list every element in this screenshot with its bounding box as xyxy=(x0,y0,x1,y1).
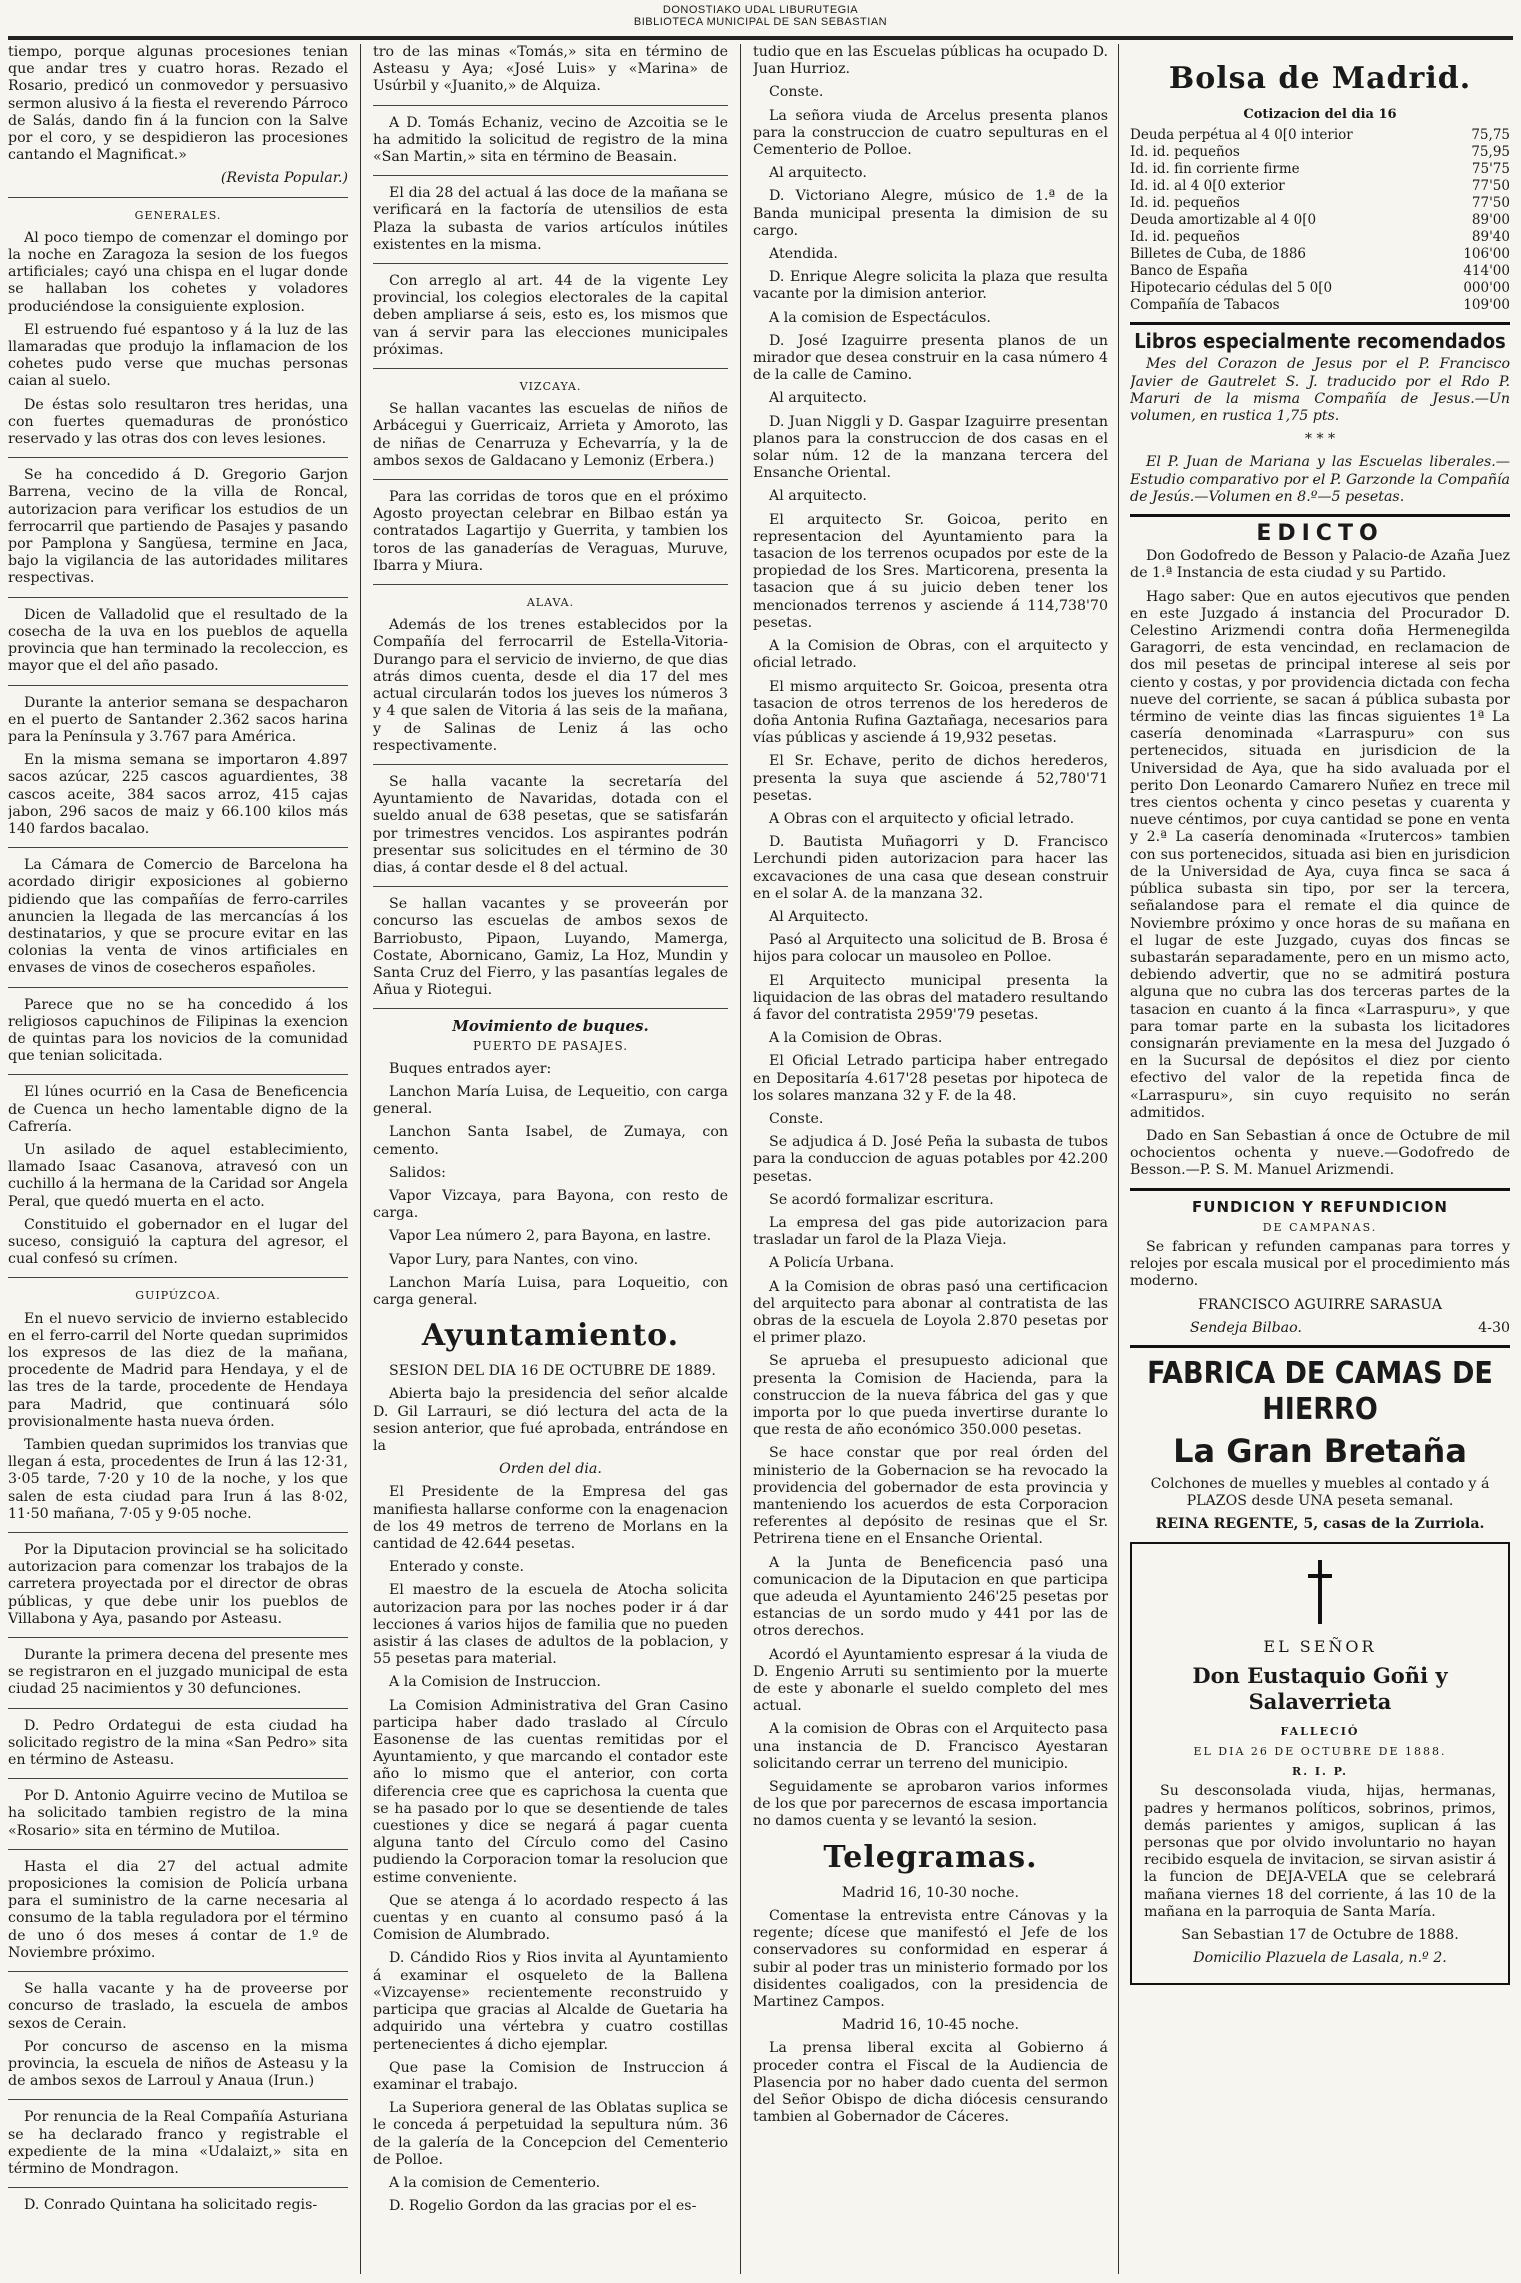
separator xyxy=(373,263,728,264)
paragraph: D. Conrado Quintana ha solicitado regis- xyxy=(24,2197,318,2214)
paragraph: A la comision de Obras con el Arquitecto pasa una instancia de D. Francisco Ayestaran solicitando cerrar un terreno del municipio. xyxy=(753,1721,1108,1772)
notice-place-date: San Sebastian 17 de Octubre de 1888. xyxy=(1181,1927,1459,1944)
paragraph: Se aprueba el presupuesto adicional que presenta la Comision de Hacienda, para la construccion de la nueva fábrica del gas y que importa por lo que pueda invertirse durante lo que resta de año económico 350.000 pesetas. xyxy=(753,1353,1108,1439)
section-heading-alava: ALAVA. xyxy=(526,596,575,610)
paragraph: Lanchon María Luisa, de Lequeitio, con carga general. xyxy=(373,1083,728,1118)
paragraph: El Presidente de la Empresa del gas manifiesta hallarse conforme con la enagenacion de los 49 metros de terreno de Morlans en la cantidad de 42.644 pesetas. xyxy=(373,1484,728,1553)
paragraph: tudio que en las Escuelas públicas ha ocupado D. Juan Hurrioz. xyxy=(753,44,1108,78)
paragraph: A Policía Urbana. xyxy=(769,1255,895,1272)
gran-bretana-title: La Gran Bretaña xyxy=(1173,1431,1467,1470)
paragraph: Vapor Lea número 2, para Bayona, en lastre. xyxy=(389,1228,712,1245)
paragraph: La empresa del gas pide autorizacion para trasladar un farol de la Plaza Vieja. xyxy=(753,1214,1108,1249)
paragraph: D. Enrique Alegre solicita la plaza que resulta vacante por la dimision anterior. xyxy=(753,269,1108,303)
paragraph: Tambien quedan suprimidos los tranvias que llegan á esta, procedentes de Irun á las 12·31, 3·05 tarde, 7·20 y 10 de la noche, y los que salen de esta ciudad para Irun á las 8·02, 11·50 mañana, 7·05 y 9·05 noche. xyxy=(8,1437,348,1522)
paragraph: Además de los trenes establecidos por la Compañía del ferrocarril de Estella-Vitoria-Durango para el servicio de invierno, de que dias atrás dimos cuenta, desde el dia 17 del mes actual circularán todos los jueves los números 3 y 4 que salen de Vitoria á las seis de la mañana, y de Salinas de Leniz á las ocho respectivamente. xyxy=(373,617,728,754)
section-heading-movimiento-buques: Movimiento de buques. xyxy=(452,1017,649,1036)
paragraph: A la Junta de Beneficencia pasó una comunicacion de la Diputacion en que participa que adeuda el Ayuntamiento 246'25 pesetas por estancias de un sordo mudo y 441 por las de otros derechos. xyxy=(753,1554,1108,1640)
paragraph: Al Arquitecto. xyxy=(769,908,869,925)
column-divider xyxy=(1118,44,1119,2274)
quote-value: 75,95 xyxy=(1471,144,1510,161)
paragraph: Seguidamente se aprobaron varios informes de los que por parecernos de escasa importancia no damos cuenta y se levantó la sesion. xyxy=(753,1779,1108,1830)
paragraph: Que pase la Comision de Instruccion á examinar el trabajo. xyxy=(373,2059,728,2093)
section-heading-guipuzcoa: GUIPÚZCOA. xyxy=(135,1289,221,1303)
fundicion-title: FUNDICION Y REFUNDICION xyxy=(1192,1197,1448,1216)
paragraph: Se halla vacante y ha de proveerse por concurso de traslado, la escuela de ambos sexos de Cerain. xyxy=(8,1981,348,2032)
libros-title: Libros especialmente recomendados xyxy=(1134,329,1506,354)
quote-label: Id. id. fin corriente firme xyxy=(1130,161,1300,178)
paragraph: Se hallan vacantes las escuelas de niños de Arbácegui y Guerricaiz, Arrieta y Amoroto, las de niñas de Cenarruza y Echevarría, y la de ambos sexos de Galdacano y Lemoniz (Erbera.) xyxy=(373,401,728,469)
quote-label: Billetes de Cuba, de 1886 xyxy=(1130,246,1306,263)
separator xyxy=(1130,1345,1510,1348)
paragraph: La señora viuda de Arcelus presenta planos para la construccion de cuatro sepulturas en el Cementerio de Polloe. xyxy=(753,107,1108,159)
paragraph: El arquitecto Sr. Goicoa, perito en representacion del Ayuntamiento para la tasacion de los terrenos ocupados por este de la propiedad de los Sres. Marticorena, presenta la tasacion que á su juicio deben tener los mencionados terrenos y asciende á 114,738'70 pesetas. xyxy=(753,511,1108,631)
fabrica-address: REINA REGENTE, 5, casas de la Zurriola. xyxy=(1155,1516,1485,1533)
paragraph: La Comision Administrativa del Gran Casino participa haber dado traslado al Círculo Easonense de las cuentas remitidas por el Ayuntamiento, y que marcando el contador este año lo mismo que el anterior, con corta diferencia cree que es caprichosa la cuenta que se ha pasado por lo que se desentiende de tales cuestiones y dice se negará á pagar cuenta alguna tanto del Círculo como del Casino pudiendo la Corporacion tomar la resolucion que estime conveniente. xyxy=(373,1697,728,1886)
paragraph: Se fabrican y refunden campanas para torres y relojes por escala musical por el procedimiento más moderno. xyxy=(1130,1238,1510,1290)
paragraph: Colchones de muelles y muebles al contado y á PLAZOS desde UNA peseta semanal. xyxy=(1150,1475,1490,1510)
newspaper-page xyxy=(8,44,1513,2274)
column-4-advertisements xyxy=(1130,44,1510,2274)
quote-row xyxy=(1130,195,1510,212)
quote-value: 77'50 xyxy=(1471,178,1510,195)
quote-label: Deuda perpétua al 4 0[0 interior xyxy=(1130,127,1353,144)
subheading-puerto-pasajes: PUERTO DE PASAJES. xyxy=(472,1038,629,1053)
paragraph: El Oficial Letrado participa haber entregado en Depositaría 4.617'28 pesetas por hipoteca de los solares manzana 32 y F. de la 48. xyxy=(753,1053,1108,1104)
library-name-spanish: BIBLIOTECA MUNICIPAL DE SAN SEBASTIAN xyxy=(633,16,888,28)
quote-value: 75,75 xyxy=(1471,127,1510,144)
separator xyxy=(373,886,728,887)
quote-value: 106'00 xyxy=(1463,246,1510,263)
paragraph: En la misma semana se importaron 4.897 sacos azúcar, 225 cascos aguardientes, 38 cascos aceite, 384 sacos arroz, 415 cajas jabon, 296 sacos de maiz y 66.100 kilos más 140 fardos bacalao. xyxy=(8,752,348,837)
separator xyxy=(8,1637,348,1638)
section-heading-ayuntamiento: Ayuntamiento. xyxy=(421,1318,680,1354)
death-notice xyxy=(1130,1542,1510,1986)
paragraph: Durante la primera decena del presente mes se registraron en el juzgado municipal de esta ciudad 25 nacimientos y 30 defunciones. xyxy=(8,1647,348,1698)
paragraph: tiempo, porque algunas procesiones tenian que andar tres y cuatro horas. Rezado el Rosario, predicó un conmovedor y persuasivo sermon alusivo á la fiesta el reverendo Párroco de Salás, dando fin á la funcion con la Salve por el coro, y se despidieron las procesiones cantando el Magnificat.» xyxy=(8,44,348,164)
quote-label: Id. id. pequeños xyxy=(1130,144,1240,161)
paragraph: D. Rogelio Gordon da las gracias por el es- xyxy=(389,2198,697,2215)
quote-row xyxy=(1130,144,1510,161)
separator xyxy=(8,1708,348,1709)
separator xyxy=(8,685,348,686)
dateline: Madrid 16, 10-45 noche. xyxy=(841,2017,1020,2034)
fallecio-label: FALLECIÓ xyxy=(1280,1724,1360,1738)
paragraph: Se acordó formalizar escritura. xyxy=(769,1191,994,1208)
notice-domicile: Domicilio Plazuela de Lasala, n.º 2. xyxy=(1193,1950,1447,1967)
separator xyxy=(373,584,728,585)
separator xyxy=(8,987,348,988)
paragraph: Que se atenga á lo acordado respecto á las cuentas y en cuanto al consumo pasó á la Comision de Alumbrado. xyxy=(373,1892,728,1944)
paragraph: Vapor Vizcaya, para Bayona, con resto de carga. xyxy=(373,1187,728,1222)
quote-label: Hipotecario cédulas del 5 0[0 xyxy=(1130,280,1333,297)
quote-value: 000'00 xyxy=(1463,280,1510,297)
column-3 xyxy=(753,44,1108,2274)
top-rule xyxy=(8,36,1513,40)
paragraph: El mismo arquitecto Sr. Goicoa, presenta otra tasacion de otros terrenos de los herederos de doña Antonia Rufina Gaztañaga, necesarios para vías públicas y asciende á 19,932 pesetas. xyxy=(753,678,1108,747)
quote-row xyxy=(1130,178,1510,195)
fabrica-camas-title: FABRICA DE CAMAS DE HIERRO xyxy=(1147,1355,1493,1427)
paragraph: A la Comision de Instruccion. xyxy=(389,1674,601,1691)
paragraph: Parece que no se ha concedido á los religiosos capuchinos de Filipinas la exencion de quintas para los novicios de la comunidad que tenian solicitada. xyxy=(8,996,348,1065)
paragraph: Enterado y conste. xyxy=(389,1559,525,1576)
separator xyxy=(1130,322,1510,325)
separator xyxy=(8,597,348,598)
quote-row xyxy=(1130,212,1510,229)
paragraph: Pasó al Arquitecto una solicitud de B. Brosa é hijos para colocar un mausoleo en Polloe. xyxy=(753,932,1108,966)
paragraph: Al arquitecto. xyxy=(769,390,867,407)
paragraph: Por renuncia de la Real Compañía Asturiana se ha declarado franco y registrable el expediente de la mina «Udalaizt,» sita en término de Mondragon. xyxy=(8,2109,348,2177)
paragraph: La prensa liberal excita al Gobierno á proceder contra el Fiscal de la Audiencia de Plasencia por no haber dado cuenta del sermon del Señor Obispo de dicha diócesis censurando tambien al Gobernador de Cáceres. xyxy=(753,2040,1108,2126)
section-heading-vizcaya: VIZCAYA. xyxy=(519,380,582,394)
paragraph: A la comision de Cementerio. xyxy=(389,2174,601,2191)
paragraph: A la Comision de Obras, con el arquitecto y oficial letrado. xyxy=(753,638,1108,672)
paragraph: Hasta el dia 27 del actual admite proposiciones la comision de Policía urbana para el suministro de la carne necesaria al consumo de la tabla reguladora por el término de uno ó dos meses á contar de 1.º de Noviembre próximo. xyxy=(8,1858,348,1961)
separator xyxy=(373,764,728,765)
paragraph: El dia 28 del actual á las doce de la mañana se verificará en la factoría de utensilios de esta Plaza la subasta de varios artículos inútiles existentes en la misma. xyxy=(373,185,728,253)
quote-label: Banco de España xyxy=(1130,263,1248,280)
paragraph: Por la Diputacion provincial se ha solicitado autorizacion para comenzar los trabajos de la carretera proyectada por el director de obras públicas, y que debe unir los pueblos de Villabona y Aya, pasando por Asteasu. xyxy=(8,1542,348,1627)
paragraph: Al arquitecto. xyxy=(769,488,867,505)
paragraph: El Sr. Echave, perito de dichos herederos, presenta la suya que asciende á 52,780'71 pesetas. xyxy=(753,753,1108,804)
paragraph: Por concurso de ascenso en la misma provincia, la escuela de niños de Asteasu y la de ambos sexos de Larroul y Anaua (Irun.) xyxy=(8,2038,348,2090)
ad-code: 4-30 xyxy=(1478,1319,1510,1336)
separator xyxy=(373,175,728,176)
paragraph: Conste. xyxy=(769,84,824,101)
paragraph: D. Pedro Ordategui de esta ciudad ha solicitado registro de la mina «San Pedro» sita en término de Asteasu. xyxy=(8,1717,348,1769)
column-divider xyxy=(740,44,741,2274)
paragraph: Al poco tiempo de comenzar el domingo por la noche en Zaragoza la sesion de los fuegos artificiales; cayó una chispa en el lugar donde se hallaban los cohetes y voladores produciéndose la consiguiente explosion. xyxy=(8,229,348,315)
paragraph: Buques entrados ayer: xyxy=(389,1060,552,1077)
deceased-name: Don Eustaquio Goñi y Salaverrieta xyxy=(1192,1662,1448,1714)
quote-value: 109'00 xyxy=(1463,297,1510,314)
quote-value: 77'50 xyxy=(1471,195,1510,212)
quote-value: 75'75 xyxy=(1471,161,1510,178)
paragraph: Se halla vacante la secretaría del Ayuntamiento de Navaridas, dotada con el sueldo anual de 638 pesetas, que se satisfarán por trimestres vencidos. Los aspirantes podrán presentar sus solicitudes en el término de 30 dias, á contar desde el 8 del actual. xyxy=(373,773,728,876)
paragraph: A Obras con el arquitecto y oficial letrado. xyxy=(769,810,1075,827)
paragraph: Se hace constar que por real órden del ministerio de la Gobernacion se ha revocado la providencia del gobernador de esta provincia y manteniendo los acuerdos de esta Corporacion referentes al depósito de resinas que el Sr. Petrirena tiene en el Ensanche Oriental. xyxy=(753,1445,1108,1548)
bolsa-madrid-title: Bolsa de Madrid. xyxy=(1168,61,1472,96)
paragraph: Con arreglo al art. 44 de la vigente Ley provincial, los colegios electorales de la capital deben ampliarse á seis, esto es, los mismos que van á servir para las elecciones municipales próximas. xyxy=(373,273,728,358)
quote-value: 89'00 xyxy=(1471,212,1510,229)
paragraph: Constituido el gobernador en el lugar del suceso, consiguió la captura del agresor, el cual confesó su crímen. xyxy=(8,1216,348,1268)
quote-row xyxy=(1130,229,1510,246)
paragraph: Se hallan vacantes y se proveerán por concurso las escuelas de ambos sexos de Barriobusto, Pipaon, Luyando, Mamerga, Costate, Abornicano, Gamiz, La Hoz, Mundin y Santa Cruz del Fierro, y las pasantías legales de Añua y Riotegui. xyxy=(373,896,728,999)
separator xyxy=(8,1849,348,1850)
paragraph: Acordó el Ayuntamiento espresar á la viuda de D. Engenio Arruti su sentimiento por la muerte de este y abonarle el sueldo completo del mes actual. xyxy=(753,1646,1108,1715)
quote-row xyxy=(1130,246,1510,263)
quote-row xyxy=(1130,280,1510,297)
paragraph: D. Juan Niggli y D. Gaspar Izaguirre presentan planos para la construccion de dos casas en el solar núm. 12 de la manzana tercera del Ensanche Oriental. xyxy=(753,413,1108,482)
section-heading-telegramas: Telegramas. xyxy=(823,1839,1038,1875)
paragraph: Atendida. xyxy=(769,246,838,263)
source-credit: (Revista Popular.) xyxy=(220,170,348,187)
separator xyxy=(1130,1188,1510,1191)
paragraph: D. Cándido Rios y Rios invita al Ayuntamiento á examinar el osqueleto de la Ballena «Vizcayense» recientemente reconstruido y participa que gracias al Alcalde de Guetaria ha adquirido una vértebra y cuatro costillas pertenecientes á dicho ejemplar. xyxy=(373,1950,728,2053)
cotizacion-subtitle: Cotizacion del dia 16 xyxy=(1243,107,1397,122)
separator xyxy=(8,847,348,848)
quote-row xyxy=(1130,297,1510,314)
paragraph: La Superiora general de las Oblatas suplica se le conceda á perpetuidad la sepultura núm. 36 de la galería de la Concepcion del Cementerio de Polloe. xyxy=(373,2100,728,2168)
quote-label: Id. id. al 4 0[0 exterior xyxy=(1130,178,1285,195)
dateline: Madrid 16, 10-30 noche. xyxy=(841,1884,1020,1901)
separator xyxy=(373,368,728,369)
quote-value: 414'00 xyxy=(1463,263,1510,280)
column-divider xyxy=(360,44,361,2274)
paragraph: Salidos: xyxy=(389,1164,446,1181)
quote-label: Id. id. pequeños xyxy=(1130,229,1240,246)
separator xyxy=(8,1074,348,1075)
paragraph: La Cámara de Comercio de Barcelona ha acordado dirigir exposiciones al gobierno pidiendo que las compañías de ferro-carriles anuncien la llegada de las mercancías á los destinatarios, y que se procure evitar en las colonias la venta de vinos artificiales en envases de vinos de cosecheros españoles. xyxy=(8,857,348,977)
separator xyxy=(8,1277,348,1278)
paragraph: Vapor Lury, para Nantes, con vino. xyxy=(389,1251,639,1268)
quote-row xyxy=(1130,127,1510,144)
separator xyxy=(373,105,728,106)
paragraph: tro de las minas «Tomás,» sita en término de Asteasu y Aya; «José Luis» y «Marina» de Usúrbil y «Juanito,» de Alquiza. xyxy=(373,44,728,95)
paragraph: Mes del Corazon de Jesus por el P. Francisco Javier de Gautrelet S. J. traducido por el Rdo P. Maruri de la misma Compañía de Jesus.—Un volumen, en rustica 1,75 pts. xyxy=(1130,356,1510,425)
paragraph: Comentase la entrevista entre Cánovas y la regente; dícese que manifestó el Jefe de los conservadores su conformidad en esperar á subir al poder tras un ministerio formado por los disidentes coaligados, con la presidencia de Martinez Campos. xyxy=(753,1907,1108,2010)
cross-icon xyxy=(1308,1560,1332,1624)
paragraph: A la Comision de obras pasó una certificacion del arquitecto para abonar al contratista de las obras de la escuela de Loyola 2.870 pesetas por el primer plazo. xyxy=(753,1278,1108,1347)
death-notice-el-senor: EL SEÑOR xyxy=(1263,1636,1377,1656)
paragraph: El maestro de la escuela de Atocha solicita autorizacion para por las noches poder ir á dar lecciones á varios hijos de familia que no pueden asistir á las clases de adultos de la poblacion, y 55 pesetas para material. xyxy=(373,1582,728,1668)
separator xyxy=(8,457,348,458)
quote-label: Id. id. pequeños xyxy=(1130,195,1240,212)
paragraph: D. Bautista Muñagorri y D. Francisco Lerchundi piden autorizacion para hacer las excavaciones de una casa que desean construir en el solar A. de la manzana 32. xyxy=(753,834,1108,902)
paragraph: Por D. Antonio Aguirre vecino de Mutiloa se ha solicitado tambien registro de la mina «Rosario» sita en término de Mutiloa. xyxy=(8,1788,348,1839)
paragraph: Conste. xyxy=(769,1110,824,1127)
advertiser-name: FRANCISCO AGUIRRE SARASUA xyxy=(1197,1296,1443,1313)
stock-quotes-table xyxy=(1130,127,1510,314)
paragraph: D. Victoriano Alegre, músico de 1.ª de la Banda municipal presenta la dimision de su cargo. xyxy=(753,188,1108,239)
paragraph: Se adjudica á D. José Peña la subasta de tubos para la conduccion de aguas potables por 42.200 pesetas. xyxy=(753,1134,1108,1185)
paragraph: A la comision de Espectáculos. xyxy=(769,309,991,326)
paragraph: Lanchon Santa Isabel, de Zumaya, con cemento. xyxy=(373,1124,728,1158)
separator xyxy=(8,1971,348,1972)
paragraph: Un asilado de aquel establecimiento, llamado Isaac Casanova, atravesó con un cuchillo á la hermana de la Caridad sor Angela Peral, que quedó muerta en el acto. xyxy=(8,1141,348,1210)
quote-label: Compañía de Tabacos xyxy=(1130,297,1280,314)
library-header xyxy=(0,4,1521,28)
column-2 xyxy=(373,44,728,2274)
quote-row xyxy=(1130,263,1510,280)
paragraph: A D. Tomás Echaniz, vecino de Azcoitia se le ha admitido la solicitud de registro de la mina «San Martin,» sita en término de Beasain. xyxy=(373,114,728,166)
separator xyxy=(8,2187,348,2188)
subheading-orden-dia: Orden del dia. xyxy=(499,1461,602,1478)
paragraph: Hago saber: Que en autos ejecutivos que penden en este Juzgado á instancia del Procurador D. Celestino Arizmendi contra doña Hermenegilda Garagorri, de esta vencindad, en reclamacion de dos mil pesetas de principal interese al seis por ciento y costas, y por providencia dictada con fecha nueve del corriente, se sacan á pública subasta por término de veinte dias las fincas siguientes 1ª La casería denominada «Larraspuru» con sus pertenecidos, situada en jurisdicion de la Universidad de Aya, que ha sido avaluada por el perito Don Leonardo Camarero Nuñez en trece mil tres cientos ochenta y cinco pesetas y cuarenta y nueve céntimos, por cuya cantidad se pone en venta y 2.ª La casería denominada «Irutercos» tambien con sus portenecidos, situada asi bien en jurisdicion de la Universidad de Aya, cuya finca se saca á pública subasta sin tipo, por ser la tercera, señalandose para el remate el dia quince de Noviembre próximo y once horas de su mañana en el lugar de este Juzgado, cuyas dos fincas se subastarán separadamente, pero en un mismo acto, debiendo advertir, que no se admitirá postura alguna que no cubra las dos terceras partes de la tasacion en cuanto á la finca «Larraspuru», y que para tomar parte en la subasta los licitadores consignarán previamente en la mesa del Juzgado ó en la Sucursal de depósitos el diez por ciento efectivo del valor de la repetida finca de «Larraspuru», sin cuyo requisito no serán admitidos. xyxy=(1130,588,1510,1121)
separator xyxy=(8,1532,348,1533)
edicto-title: EDICTO xyxy=(1256,521,1384,547)
paragraph: D. José Izaguirre presenta planos de un mirador que desea construir en la casa número 4 de la calle de Camino. xyxy=(753,332,1108,384)
quote-value: 89'40 xyxy=(1471,229,1510,246)
paragraph: En el nuevo servicio de invierno establecido en el ferro-carril del Norte quedan suprimidos los expresos de las diez de la mañana, procedente de Madrid para Hendaya, y el de las tres de la tarde, procedente de Hendaya para Madrid, que continuará sólo provisionalmente hasta nueva órden. xyxy=(8,1310,348,1430)
death-date: EL DIA 26 DE OCTUBRE DE 1888. xyxy=(1193,1744,1447,1758)
separator xyxy=(373,1008,728,1009)
paragraph: El Arquitecto municipal presenta la liquidacion de las obras del matadero resultando á favor del contratista 2959'79 pesetas. xyxy=(753,972,1108,1023)
paragraph: Lanchon María Luisa, para Loqueitio, con carga general. xyxy=(373,1274,728,1308)
separator xyxy=(373,479,728,480)
separator xyxy=(8,2099,348,2100)
paragraph: Al arquitecto. xyxy=(769,165,867,182)
paragraph: Don Godofredo de Besson y Palacio-de Azaña Juez de 1.ª Instancia de esta ciudad y su Partido. xyxy=(1130,548,1510,582)
paragraph: Para las corridas de toros que en el próximo Agosto proyectan celebrar en Bilbao están ya contratados Lagartijo y Guerrita, y tambien los toros de las ganaderías de Veraguas, Muruve, Ibarra y Miura. xyxy=(373,489,728,574)
paragraph: Abierta bajo la presidencia del señor alcalde D. Gil Larrauri, se dió lectura del acta de la sesion anterior, que fué aprobada, entrándose en la xyxy=(373,1386,728,1454)
paragraph: SESION DEL DIA 16 DE OCTUBRE DE 1889. xyxy=(389,1363,716,1380)
section-heading-generales: GENERALES. xyxy=(134,208,222,222)
paragraph: El P. Juan de Mariana y las Escuelas liberales.—Estudio comparativo por el P. Garzonde la Compañía de Jesús.—Volumen en 8.º—5 pesetas. xyxy=(1130,454,1510,505)
column-1 xyxy=(8,44,348,2274)
separator xyxy=(8,197,348,198)
rip-label: R. I. P. xyxy=(1292,1765,1348,1779)
separator xyxy=(1130,514,1510,517)
paragraph: A la Comision de Obras. xyxy=(769,1030,943,1047)
advertiser-address-row xyxy=(1130,1320,1510,1337)
advertiser-address: Sendeja Bilbao. xyxy=(1190,1319,1302,1336)
paragraph: Dicen de Valladolid que el resultado de la cosecha de la uva en los pueblos de aquella provincia que han terminado la recoleccion, es mayor que el del año pasado. xyxy=(8,606,348,675)
paragraph: Dado en San Sebastian á once de Octubre de mil ochocientos ochenta y nueve.—Godofredo de Besson.—P. S. M. Manuel Arizmendi. xyxy=(1130,1127,1510,1179)
quote-label: Deuda amortizable al 4 0[0 xyxy=(1130,212,1317,229)
paragraph: De éstas solo resultaron tres heridas, una con fuertes quemaduras de pronóstico reservado y las otras dos con leves lesiones. xyxy=(8,396,348,448)
paragraph: Se ha concedido á D. Gregorio Garjon Barrena, vecino de la villa de Roncal, autorizacion para verificar los estudios de un ferrocarril que partiendo de Pasajes y pasando por Pamplona y Sangüesa, termine en Jaca, bajo la vigilancia de las autoridades militares respectivas. xyxy=(8,467,348,587)
paragraph: Su desconsolada viuda, hijas, hermanas, padres y hermanos políticos, sobrinos, primos, demás parientes y amigos, suplican á las personas que por olvido involuntario no hayan recibido esquela de invitacion, se sirvan asistir á la funcion de DEJA-VELA que se celebrará mañana viernes 18 del corriente, á las 10 de la mañana en la parroquia de Santa María. xyxy=(1144,1783,1496,1920)
library-name-basque: DONOSTIAKO UDAL LIBURUTEGIA xyxy=(662,4,859,16)
paragraph: El estruendo fué espantoso y á la luz de las llamaradas que produjo la inflamacion de los cohetes pudo verse que muchas personas caian al suelo. xyxy=(8,321,348,390)
stars-ornament: * * * xyxy=(1304,431,1336,448)
fundicion-subtitle: DE CAMPANAS. xyxy=(1262,1220,1378,1234)
paragraph: Durante la anterior semana se despacharon en el puerto de Santander 2.362 sacos harina para la Península y 3.767 para América. xyxy=(8,694,348,745)
paragraph: El lúnes ocurrió en la Casa de Beneficencia de Cuenca un hecho lamentable digno de la Cafrería. xyxy=(8,1084,348,1135)
separator xyxy=(8,1778,348,1779)
quote-row xyxy=(1130,161,1510,178)
